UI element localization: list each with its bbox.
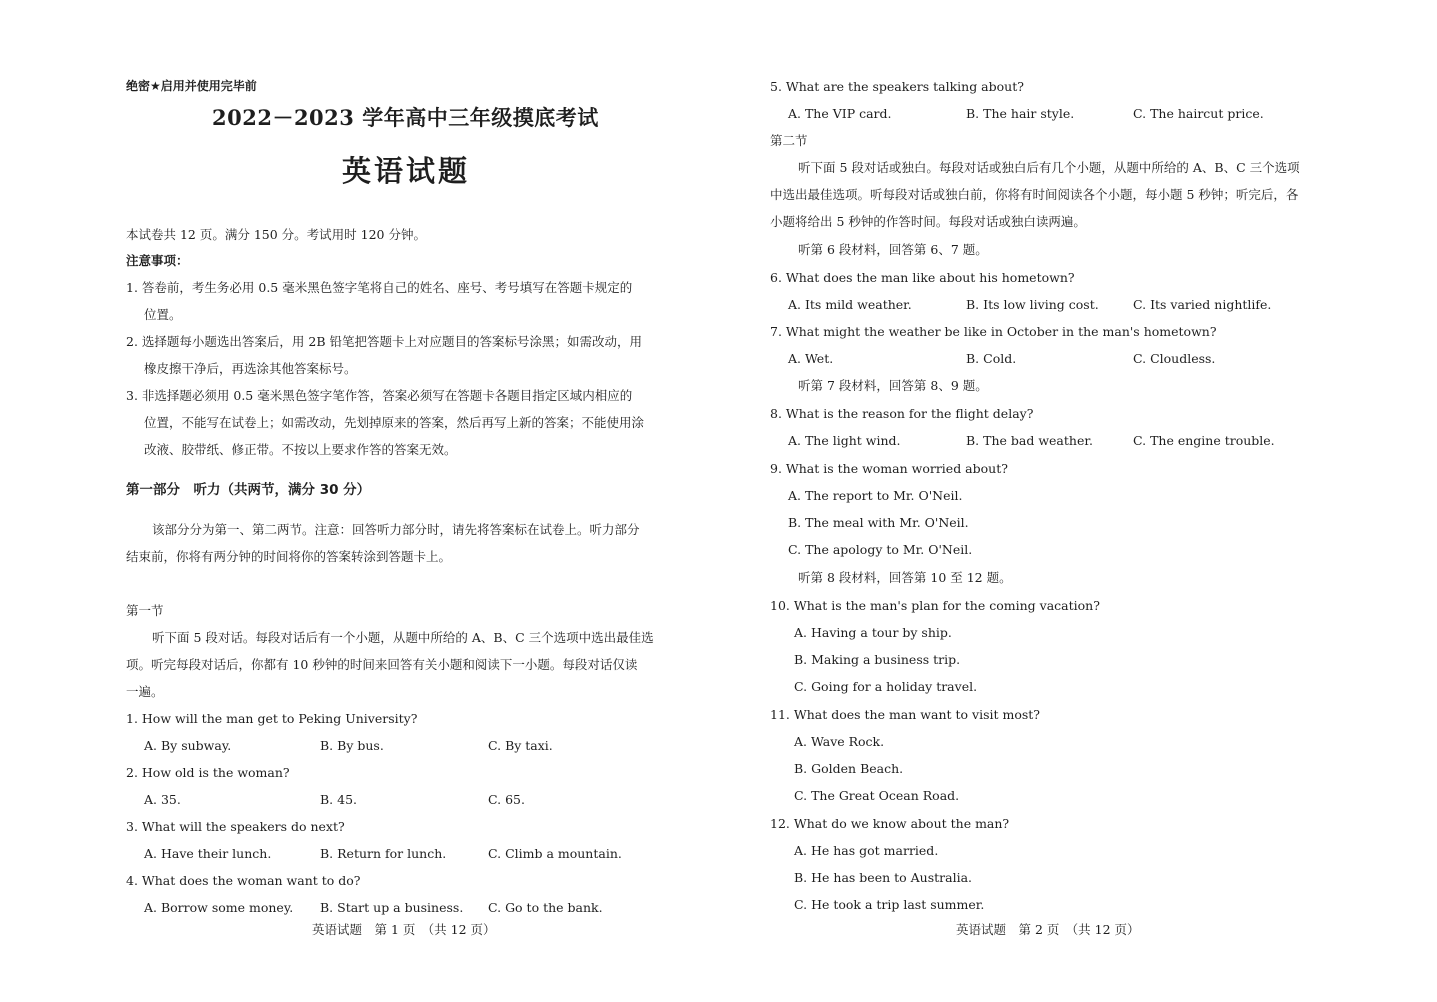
notes-heading: 注意事项：: [126, 253, 189, 268]
question-stem: 5. What are the speakers talking about?: [770, 79, 1024, 94]
exam-page-1: [0, 0, 718, 1002]
part-description-line: 该部分分为第一、第二两节。注意：回答听力部分时，请先将答案标在试卷上。听力部分: [152, 522, 640, 537]
option-b: B. The bad weather.: [966, 433, 1093, 448]
question-stem: 11. What does the man want to visit most?: [770, 707, 1040, 722]
section-description-line: 听下面 5 段对话。每段对话后有一个小题，从题中所给的 A、B、C 三个选项中选出最佳选: [152, 630, 654, 645]
section-description-line: 听下面 5 段对话或独白。每段对话或独白后有几个小题，从题中所给的 A、B、C 三个选项: [798, 160, 1300, 175]
section-description-line: 一遍。: [126, 684, 164, 699]
page-footer: 英语试题 第 1 页 （共 12 页）: [312, 922, 496, 937]
option-b: B. The hair style.: [966, 106, 1075, 121]
exam-title: 2022－2023 学年高中三年级摸底考试: [212, 105, 599, 130]
option-a: A. By subway.: [144, 738, 232, 753]
note-line: 位置。: [144, 307, 182, 322]
option-c: C. Its varied nightlife.: [1133, 297, 1272, 312]
option-a: A. Having a tour by ship.: [794, 625, 952, 640]
option-c: C. He took a trip last summer.: [794, 897, 985, 912]
option-b: B. By bus.: [320, 738, 384, 753]
option-b: B. Return for lunch.: [320, 846, 447, 861]
option-b: B. Making a business trip.: [794, 652, 961, 667]
part-description-line: 结束前，你将有两分钟的时间将你的答案转涂到答题卡上。: [126, 549, 452, 564]
option-c: C. Go to the bank.: [488, 900, 603, 915]
option-a: A. The light wind.: [788, 433, 901, 448]
confidential-label: 绝密★启用并使用完毕前: [126, 79, 257, 93]
option-a: A. The VIP card.: [788, 106, 892, 121]
option-c: C. Going for a holiday travel.: [794, 679, 978, 694]
note-line: 3. 非选择题必须用 0.5 毫米黑色签字笔作答，答案必须写在答题卡各题目指定区域内相应的: [126, 388, 633, 403]
option-b: B. He has been to Australia.: [794, 870, 973, 885]
section-heading: 第一节: [126, 603, 164, 618]
option-b: B. Golden Beach.: [794, 761, 904, 776]
exam-subject-title: 英语试题: [342, 154, 471, 188]
option-a: A. Have their lunch.: [144, 846, 272, 861]
note-line: 位置，不能写在试卷上；如需改动，先划掉原来的答案，然后再写上新的答案；不能使用涂: [144, 415, 645, 430]
option-a: A. Wave Rock.: [794, 734, 885, 749]
option-a: A. 35.: [144, 792, 181, 807]
option-c: C. By taxi.: [488, 738, 553, 753]
material-instruction: 听第 6 段材料，回答第 6、7 题。: [798, 242, 988, 257]
option-b: B. Start up a business.: [320, 900, 464, 915]
material-instruction: 听第 7 段材料，回答第 8、9 题。: [798, 378, 988, 393]
question-stem: 10. What is the man's plan for the coming vacation?: [770, 598, 1100, 613]
option-a: A. The report to Mr. O'Neil.: [788, 488, 963, 503]
option-b: B. The meal with Mr. O'Neil.: [788, 515, 969, 530]
option-c: C. The engine trouble.: [1133, 433, 1275, 448]
option-c: C. The Great Ocean Road.: [794, 788, 960, 803]
material-instruction: 听第 8 段材料，回答第 10 至 12 题。: [798, 570, 1012, 585]
question-stem: 8. What is the reason for the flight delay?: [770, 406, 1034, 421]
question-stem: 7. What might the weather be like in October in the man's hometown?: [770, 324, 1217, 339]
option-a: A. Wet.: [788, 351, 834, 366]
question-stem: 9. What is the woman worried about?: [770, 461, 1008, 476]
option-c: C. Climb a mountain.: [488, 846, 622, 861]
question-stem: 4. What does the woman want to do?: [126, 873, 361, 888]
option-c: C. The haircut price.: [1133, 106, 1264, 121]
option-a: A. Borrow some money.: [144, 900, 294, 915]
section-description-line: 项。听完每段对话后，你都有 10 秒钟的时间来回答有关小题和阅读下一小题。每段对话仅读: [126, 657, 638, 672]
question-stem: 3. What will the speakers do next?: [126, 819, 345, 834]
option-c: C. The apology to Mr. O'Neil.: [788, 542, 973, 557]
option-b: B. Cold.: [966, 351, 1017, 366]
page-footer: 英语试题 第 2 页 （共 12 页）: [956, 922, 1140, 937]
question-stem: 6. What does the man like about his hometown?: [770, 270, 1075, 285]
question-stem: 12. What do we know about the man?: [770, 816, 1010, 831]
exam-intro: 本试卷共 12 页。满分 150 分。考试用时 120 分钟。: [126, 227, 426, 242]
option-c: C. 65.: [488, 792, 525, 807]
option-a: A. He has got married.: [794, 843, 939, 858]
section-heading: 第二节: [770, 133, 808, 148]
exam-page-2: [718, 0, 1437, 1002]
question-stem: 2. How old is the woman?: [126, 765, 290, 780]
note-line: 改液、胶带纸、修正带。不按以上要求作答的答案无效。: [144, 442, 457, 457]
option-a: A. Its mild weather.: [788, 297, 912, 312]
question-stem: 1. How will the man get to Peking University?: [126, 711, 418, 726]
option-c: C. Cloudless.: [1133, 351, 1216, 366]
note-line: 1. 答卷前，考生务必用 0.5 毫米黑色签字笔将自己的姓名、座号、考号填写在答题卡规定的: [126, 280, 633, 295]
section-description-line: 小题将给出 5 秒钟的作答时间。每段对话或独白读两遍。: [770, 214, 1086, 229]
note-line: 橡皮擦干净后，再选涂其他答案标号。: [144, 361, 357, 376]
option-b: B. 45.: [320, 792, 358, 807]
part-heading: 第一部分 听力（共两节，满分 30 分）: [126, 482, 371, 498]
note-line: 2. 选择题每小题选出答案后，用 2B 铅笔把答题卡上对应题目的答案标号涂黑；如需改动，用: [126, 334, 642, 349]
option-b: B. Its low living cost.: [966, 297, 1099, 312]
section-description-line: 中选出最佳选项。听每段对话或独白前，你将有时间阅读各个小题，每小题 5 秒钟；听完后，各: [770, 187, 1299, 202]
